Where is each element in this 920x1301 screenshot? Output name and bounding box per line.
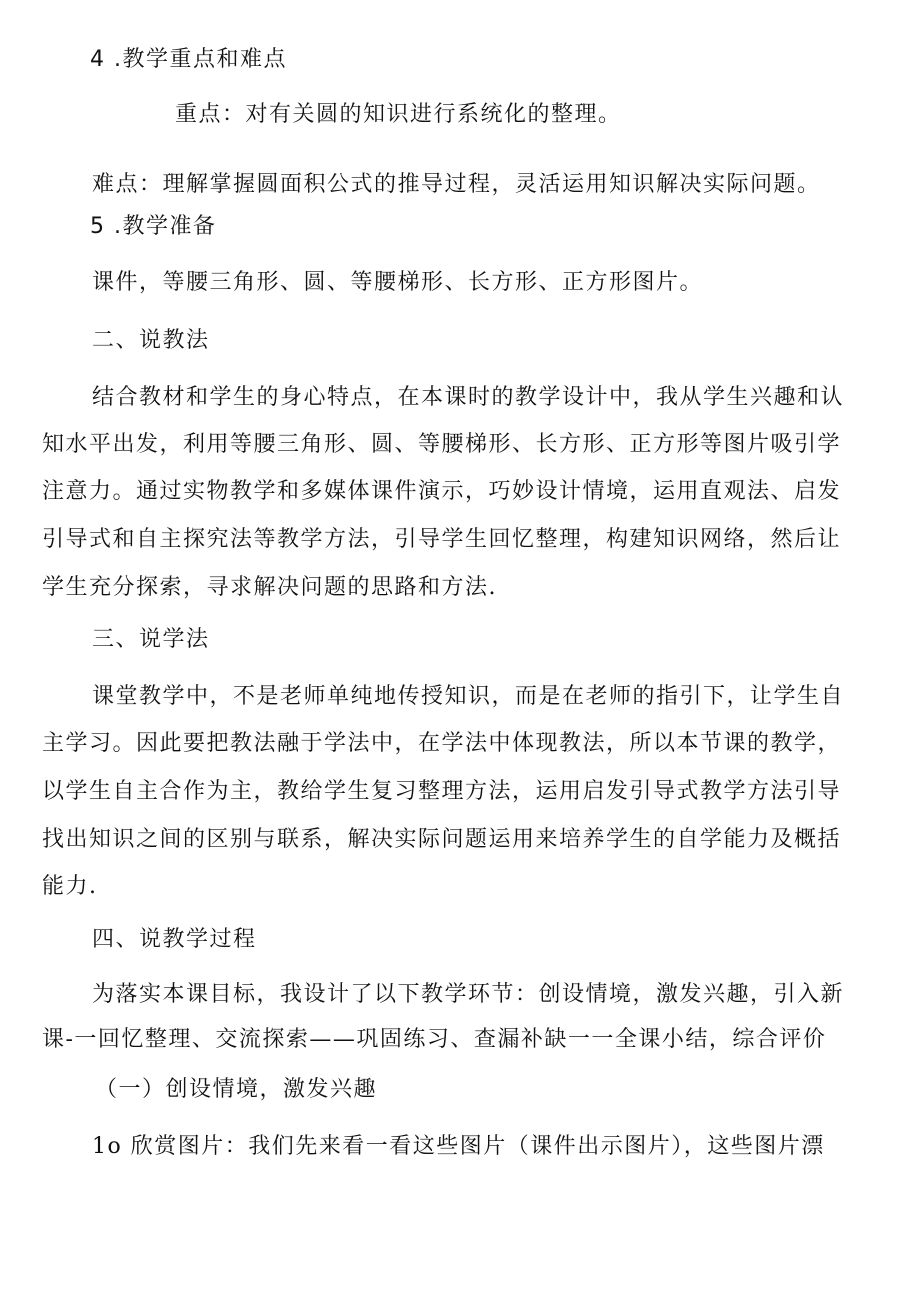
difficulty-text: 难点：理解掌握圆面积公式的推导过程，灵活运用知识解决实际问题。 bbox=[92, 172, 821, 197]
teaching-method-line: 注意力。通过实物教学和多媒体课件演示，巧妙设计情境，运用直观法、启发 bbox=[42, 479, 842, 504]
teaching-process-line: 为落实本课目标，我设计了以下教学环节：创设情境，激发兴趣，引入新 bbox=[92, 982, 845, 1007]
learning-method-line: 以学生自主合作为主，教给学生复习整理方法，运用启发引导式教学方法引导 bbox=[42, 779, 842, 804]
teaching-process-line: 课-一回忆整理、交流探索——巩固练习、查漏补缺一一全课小结，综合评价 bbox=[42, 1027, 827, 1052]
section-5-heading: 5 .教学准备 bbox=[90, 214, 217, 239]
teaching-method-line: 引导式和自主探究法等教学方法，引导学生回忆整理，构建知识网络，然后让 bbox=[42, 527, 842, 552]
teaching-process-heading: 四、说教学过程 bbox=[92, 927, 257, 952]
learning-method-heading: 三、说学法 bbox=[92, 627, 210, 652]
materials-text: 课件，等腰三角形、圆、等腰梯形、长方形、正方形图片。 bbox=[92, 270, 704, 295]
section-4-heading: 4 .教学重点和难点 bbox=[90, 47, 287, 72]
learning-method-line: 主学习。因此要把教法融于学法中，在学法中体现教法，所以本节课的教学， bbox=[42, 731, 842, 756]
key-point-text: 重点：对有关圆的知识进行系统化的整理。 bbox=[175, 102, 622, 127]
teaching-method-heading: 二、说教法 bbox=[92, 328, 210, 353]
teaching-process-item-1: 1o 欣赏图片：我们先来看一看这些图片（课件出示图片），这些图片漂 bbox=[92, 1134, 825, 1159]
teaching-process-subheading: （一）创设情境，激发兴趣 bbox=[95, 1077, 378, 1102]
teaching-method-line: 结合教材和学生的身心特点，在本课时的教学设计中，我从学生兴趣和认 bbox=[92, 385, 845, 410]
learning-method-line: 能力. bbox=[42, 874, 98, 899]
learning-method-line: 课堂教学中，不是老师单纯地传授知识，而是在老师的指引下，让学生自 bbox=[92, 684, 845, 709]
learning-method-line: 找出知识之间的区别与联系，解决实际问题运用来培养学生的自学能力及概括 bbox=[42, 827, 842, 852]
teaching-method-line: 学生充分探索，寻求解决问题的思路和方法. bbox=[42, 575, 497, 600]
teaching-method-line: 知水平出发，利用等腰三角形、圆、等腰梯形、长方形、正方形等图片吸引学 bbox=[42, 432, 842, 457]
